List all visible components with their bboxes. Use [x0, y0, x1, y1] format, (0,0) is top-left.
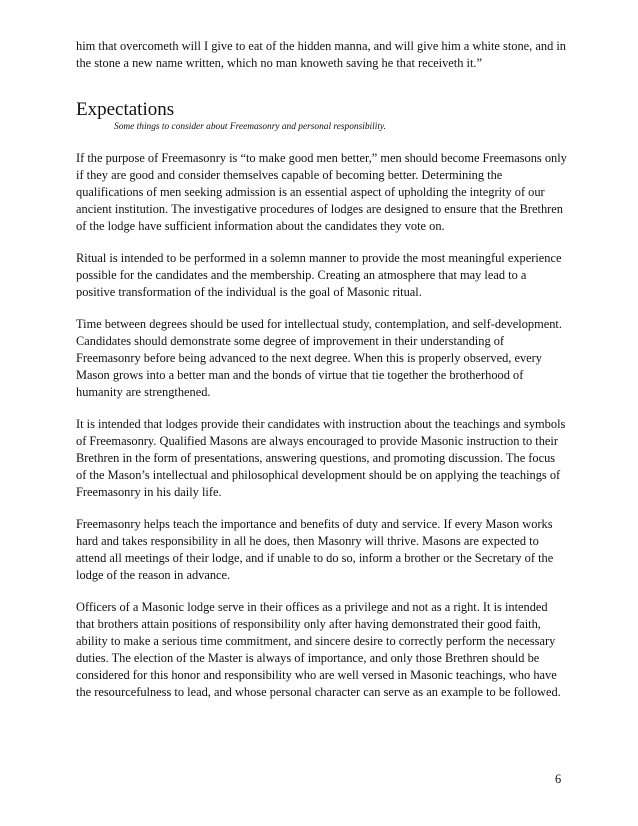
body-paragraph: Freemasonry helps teach the importance and benefits of duty and service. If every Mason works hard and takes responsibility in all he does, then Masonry will thrive. Masons are expected to attend all meetings of their lodge, and if unable to do so, inform a brother or the Secretary of the lodge of the reason in advance. [76, 517, 554, 582]
body-paragraph: It is intended that lodges provide their candidates with instruction about the teachings and symbols of Freemasonry. Qualified Masons are always encouraged to provide Masonic instruction to their Brethren in the form of presentations, answering questions, and promoting discussion. The focus of the Mason’s intellectual and philosophical development should be on applying the teachings of Freemasonry in his daily life. [76, 417, 566, 499]
section-subtitle: Some things to consider about Freemasonry and personal responsibility. [114, 122, 386, 132]
page-number: 6 [555, 772, 562, 786]
body-paragraph: Officers of a Masonic lodge serve in their offices as a privilege and not as a right. It is intended that brothers attain positions of responsibility only after having demonstrated their good faith, ability to make a serious time commitment, and sincere desire to correctly perform the necessary duties. The election of the Master is always of importance, and only those Brethren should be considered for this honor and responsibility who are well versed in Masonic teachings, who have the resourcefulness to lead, and whose personal character can serve as an example to be followed. [76, 600, 561, 699]
body-paragraph: Ritual is intended to be performed in a solemn manner to provide the most meaningful experience possible for the candidates and the membership. Creating an atmosphere that may lead to a positive transformation of the individual is the goal of Masonic ritual. [76, 251, 562, 299]
intro-paragraph: him that overcometh will I give to eat of the hidden manna, and will give him a white stone, and in the stone a new name written, which no man knoweth saving he that receiveth it.” [76, 39, 566, 70]
section-title: Expectations [76, 99, 175, 120]
body-paragraph: Time between degrees should be used for intellectual study, contemplation, and self-development. Candidates should demonstrate some degree of improvement in their understanding of Freemasonry before being advanced to the next degree. When this is properly observed, every Mason grows into a better man and the bonds of virtue that tie together the brotherhood of humanity are strengthened. [76, 317, 562, 399]
page-content [76, 38, 568, 701]
body-paragraph: If the purpose of Freemasonry is “to make good men better,” men should become Freemasons only if they are good and consider themselves capable of becoming better. Determining the qualifications of men seeking admission is an essential aspect of upholding the integrity of our ancient institution. The investigative procedures of lodges are designed to ensure that the Brethren of the lodge have sufficient information about the candidates they vote on. [76, 151, 567, 233]
